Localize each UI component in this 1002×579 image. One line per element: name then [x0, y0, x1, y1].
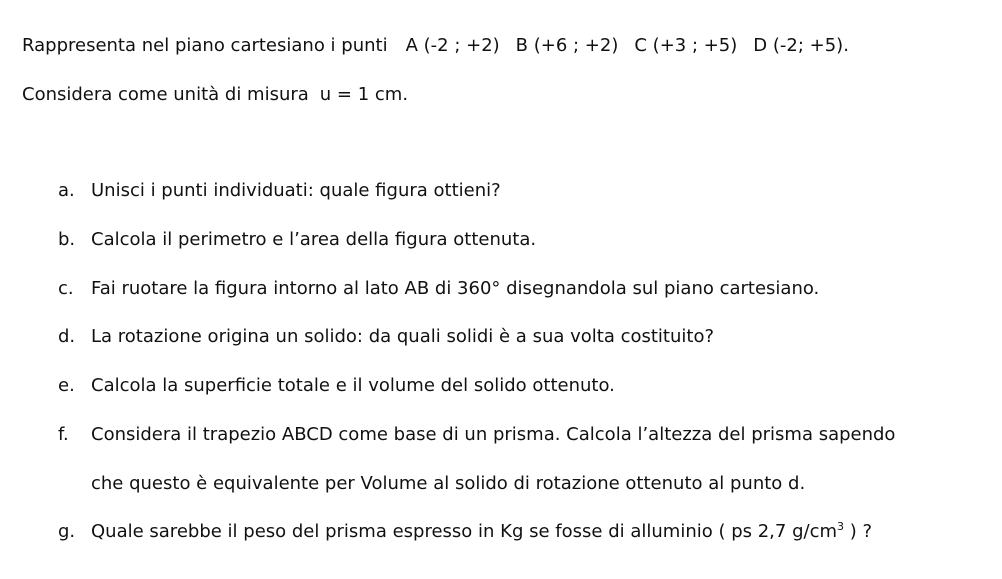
- list-item-text: [91, 520, 872, 544]
- list-marker: e.: [58, 375, 75, 396]
- list-marker: g.: [58, 521, 76, 542]
- list-marker: a.: [58, 180, 75, 201]
- question-g-closing: ) ?: [844, 521, 873, 542]
- point-a: A (-2 ; +2): [405, 35, 500, 56]
- question-g-text: Quale sarebbe il peso del prisma espresso in Kg se fosse di alluminio ( ps 2,7 g/cm: [91, 521, 837, 542]
- list-item-text: Unisci i punti individuati: quale figura ottieni?: [91, 180, 501, 201]
- list-item-text: Considera il trapezio ABCD come base di un prisma. Calcola l’altezza del prisma sapendo: [91, 424, 896, 445]
- list-marker: b.: [58, 229, 76, 250]
- list-item-continuation: che questo è equivalente per Volume al solido di rotazione ottenuto al punto d.: [91, 473, 806, 494]
- intro-line-unit: [22, 83, 408, 107]
- point-c: C (+3 ; +5): [634, 35, 738, 56]
- unit-text: Considera come unità di misura: [22, 84, 309, 105]
- intro-line-points: [22, 34, 849, 58]
- point-d: D (-2; +5).: [753, 35, 849, 56]
- unit-value: u = 1 cm.: [319, 84, 409, 105]
- list-item-text: Calcola il perimetro e l’area della figura ottenuta.: [91, 229, 537, 250]
- list-marker: d.: [58, 326, 76, 347]
- list-marker: c.: [58, 278, 74, 299]
- list-marker: f.: [58, 424, 69, 445]
- cubic-exponent: 3: [837, 520, 844, 533]
- list-item-text: Calcola la superficie totale e il volume del solido ottenuto.: [91, 375, 615, 396]
- point-b: B (+6 ; +2): [515, 35, 619, 56]
- intro-text: Rappresenta nel piano cartesiano i punti: [22, 35, 388, 56]
- list-item-text: Fai ruotare la figura intorno al lato AB di 360° disegnandola sul piano cartesiano.: [91, 278, 820, 299]
- list-item-text: La rotazione origina un solido: da quali solidi è a sua volta costituito?: [91, 326, 715, 347]
